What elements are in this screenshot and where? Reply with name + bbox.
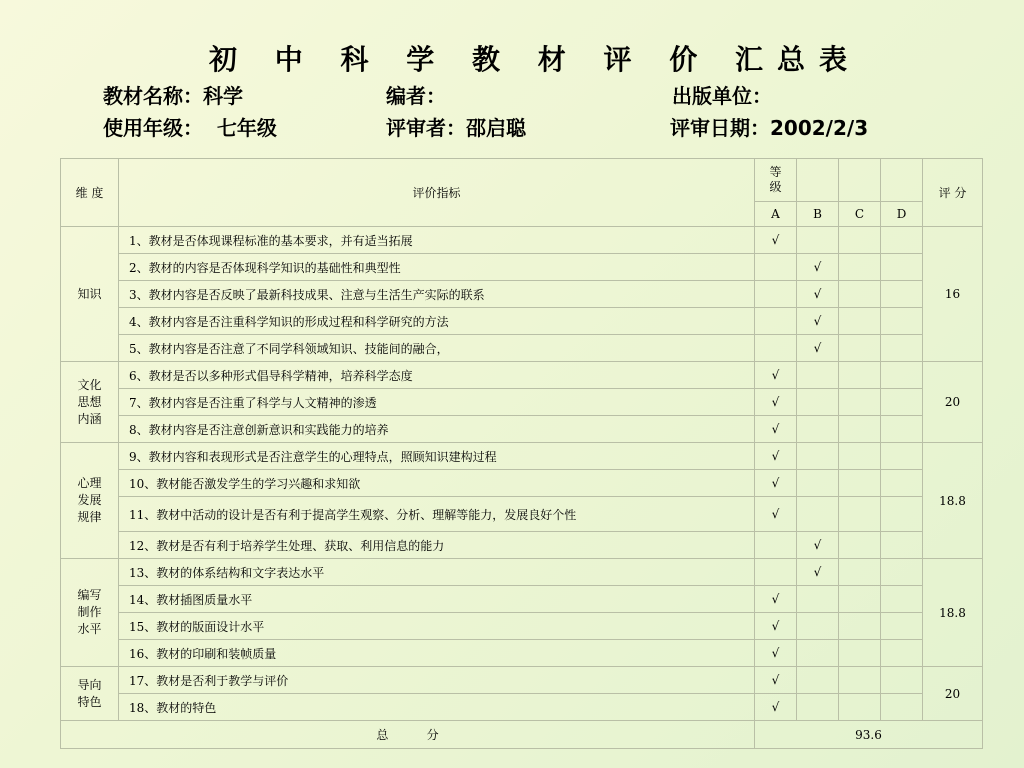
check-mark: √ <box>755 443 797 470</box>
table-row <box>61 416 983 443</box>
check-mark: √ <box>755 227 797 254</box>
grade-cell <box>881 613 923 640</box>
table-row <box>61 389 983 416</box>
header-level: 等 级 <box>755 159 797 202</box>
header-blank <box>797 159 839 202</box>
table-row <box>61 281 983 308</box>
grade-cell <box>881 443 923 470</box>
table-row <box>61 586 983 613</box>
check-mark: √ <box>755 640 797 667</box>
grade-cell <box>881 470 923 497</box>
grade-cell <box>839 443 881 470</box>
group-score: 20 <box>923 667 983 721</box>
header-grade-a: A <box>755 202 797 227</box>
total-score: 93.6 <box>755 721 983 749</box>
table-row <box>61 532 983 559</box>
grade-cell <box>797 470 839 497</box>
table-row <box>61 470 983 497</box>
grade-cell <box>839 389 881 416</box>
publisher: 出版单位： <box>672 84 772 108</box>
check-mark: √ <box>797 532 839 559</box>
dimension-cell: 导向 特色 <box>61 667 119 721</box>
grade-cell <box>797 586 839 613</box>
check-mark: √ <box>797 281 839 308</box>
group-score: 20 <box>923 362 983 443</box>
table-row <box>61 559 983 586</box>
grade-cell <box>755 559 797 586</box>
header-grade-d: D <box>881 202 923 227</box>
dimension-cell: 知识 <box>61 227 119 362</box>
grade-cell <box>881 559 923 586</box>
grade-cell <box>797 227 839 254</box>
indicator-cell: 3、教材内容是否反映了最新科技成果、注意与生活生产实际的联系 <box>119 281 755 308</box>
grade-cell <box>797 667 839 694</box>
indicator-cell: 12、教材是否有利于培养学生处理、获取、利用信息的能力 <box>119 532 755 559</box>
grade-cell <box>881 227 923 254</box>
check-mark: √ <box>755 667 797 694</box>
table-row <box>61 227 983 254</box>
dimension-cell: 心理 发展 规律 <box>61 443 119 559</box>
grade-cell <box>881 532 923 559</box>
check-mark: √ <box>797 308 839 335</box>
indicator-cell: 15、教材的版面设计水平 <box>119 613 755 640</box>
grade-cell <box>881 281 923 308</box>
table-row <box>61 254 983 281</box>
reviewer: 评审者：邵启聪 <box>386 116 526 140</box>
table-row <box>61 362 983 389</box>
table-row <box>61 640 983 667</box>
header-blank <box>839 159 881 202</box>
grade-cell <box>797 389 839 416</box>
indicator-cell: 5、教材内容是否注意了不同学科领域知识、技能间的融合， <box>119 335 755 362</box>
grade-cell <box>797 694 839 721</box>
check-mark: √ <box>755 613 797 640</box>
review-date: 评审日期：2002/2/3 <box>670 116 869 140</box>
grade-cell <box>755 335 797 362</box>
indicator-cell: 1、教材是否体现课程标准的基本要求，并有适当拓展 <box>119 227 755 254</box>
check-mark: √ <box>755 416 797 443</box>
group-score: 16 <box>923 227 983 362</box>
grade-cell <box>839 586 881 613</box>
grade-cell <box>755 254 797 281</box>
check-mark: √ <box>797 335 839 362</box>
indicator-cell: 11、教材中活动的设计是否有利于提高学生观察、分析、理解等能力，发展良好个性 <box>119 497 755 532</box>
indicator-cell: 6、教材是否以多种形式倡导科学精神，培养科学态度 <box>119 362 755 389</box>
grade-cell <box>839 362 881 389</box>
grade-cell <box>839 470 881 497</box>
evaluation-table <box>60 158 983 749</box>
grade-cell <box>881 362 923 389</box>
indicator-cell: 17、教材是否利于教学与评价 <box>119 667 755 694</box>
grade-cell <box>839 559 881 586</box>
grade-cell <box>839 497 881 532</box>
grade-cell <box>881 667 923 694</box>
grade-cell <box>797 416 839 443</box>
grade-cell <box>839 281 881 308</box>
grade-cell <box>797 497 839 532</box>
grade-cell <box>797 362 839 389</box>
grade-cell <box>839 335 881 362</box>
check-mark: √ <box>755 586 797 613</box>
table-row <box>61 497 983 532</box>
grade-cell <box>755 281 797 308</box>
grade-cell <box>881 694 923 721</box>
header-indicator: 评价指标 <box>119 159 755 227</box>
grade-cell <box>797 640 839 667</box>
grade-cell <box>839 254 881 281</box>
indicator-cell: 10、教材能否激发学生的学习兴趣和求知欲 <box>119 470 755 497</box>
check-mark: √ <box>755 470 797 497</box>
grade-cell <box>881 308 923 335</box>
header-grade-b: B <box>797 202 839 227</box>
grade-cell <box>839 416 881 443</box>
grade-cell <box>797 443 839 470</box>
check-mark: √ <box>755 497 797 532</box>
grade-cell <box>755 532 797 559</box>
indicator-cell: 18、教材的特色 <box>119 694 755 721</box>
check-mark: √ <box>755 362 797 389</box>
dimension-cell: 文化 思想 内涵 <box>61 362 119 443</box>
table-row <box>61 694 983 721</box>
table-row <box>61 335 983 362</box>
grade-cell <box>881 389 923 416</box>
grade-cell <box>839 532 881 559</box>
total-label: 总 分 <box>61 721 755 749</box>
check-mark: √ <box>755 694 797 721</box>
grade-cell <box>839 227 881 254</box>
dimension-cell: 编写 制作 水平 <box>61 559 119 667</box>
grade-cell <box>755 308 797 335</box>
grade-cell <box>839 613 881 640</box>
grade-cell <box>839 694 881 721</box>
grade-cell <box>881 497 923 532</box>
grade-cell <box>797 613 839 640</box>
table-row <box>61 308 983 335</box>
table-row <box>61 443 983 470</box>
grade-cell <box>881 254 923 281</box>
table-row <box>61 613 983 640</box>
grade-cell <box>839 640 881 667</box>
editor: 编者： <box>386 84 446 108</box>
grade-cell <box>881 416 923 443</box>
grade-cell <box>881 335 923 362</box>
indicator-cell: 7、教材内容是否注重了科学与人文精神的渗透 <box>119 389 755 416</box>
header-dimension: 维 度 <box>61 159 119 227</box>
group-score: 18.8 <box>923 559 983 667</box>
group-score: 18.8 <box>923 443 983 559</box>
grade-cell <box>881 640 923 667</box>
header-blank <box>881 159 923 202</box>
textbook-name: 教材名称：科学 <box>103 84 243 108</box>
grade-cell <box>881 586 923 613</box>
indicator-cell: 8、教材内容是否注意创新意识和实践能力的培养 <box>119 416 755 443</box>
check-mark: √ <box>797 559 839 586</box>
indicator-cell: 16、教材的印刷和装帧质量 <box>119 640 755 667</box>
grade-cell <box>839 667 881 694</box>
grade-level: 使用年级： 七年级 <box>103 116 277 140</box>
header-grade-c: C <box>839 202 881 227</box>
indicator-cell: 4、教材内容是否注重科学知识的形成过程和科学研究的方法 <box>119 308 755 335</box>
indicator-cell: 2、教材的内容是否体现科学知识的基础性和典型性 <box>119 254 755 281</box>
page-title: 初 中 科 学 教 材 评 价 汇总表 <box>209 43 861 76</box>
indicator-cell: 9、教材内容和表现形式是否注意学生的心理特点，照顾知识建构过程 <box>119 443 755 470</box>
check-mark: √ <box>755 389 797 416</box>
grade-cell <box>839 308 881 335</box>
indicator-cell: 13、教材的体系结构和文字表达水平 <box>119 559 755 586</box>
header-score: 评 分 <box>923 159 983 227</box>
table-row <box>61 667 983 694</box>
check-mark: √ <box>797 254 839 281</box>
indicator-cell: 14、教材插图质量水平 <box>119 586 755 613</box>
